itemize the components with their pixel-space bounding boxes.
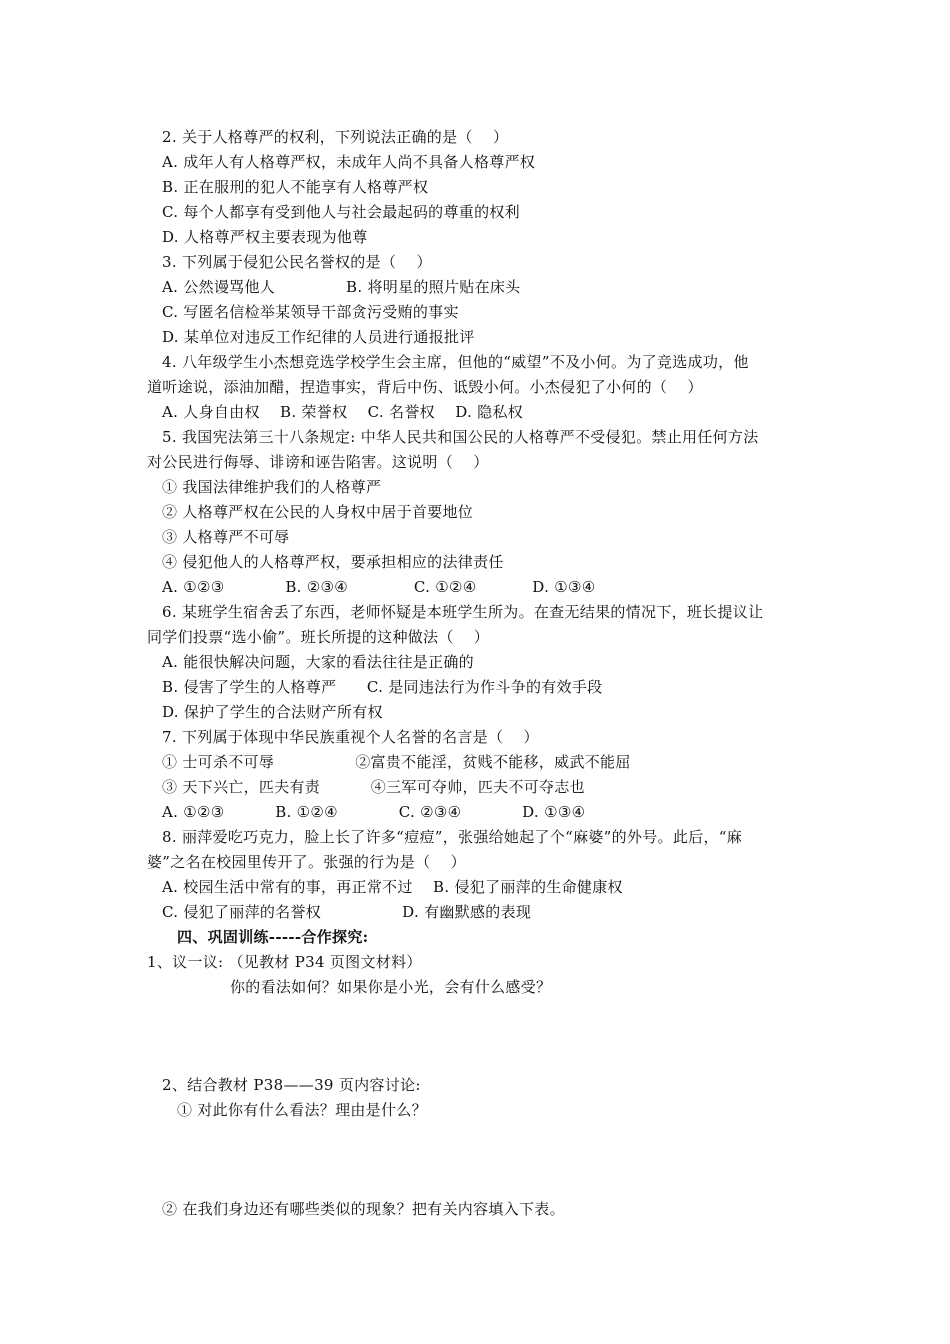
section-4-heading: 四、巩固训练-----合作探究: (177, 928, 369, 946)
question-5-statement-1: ① 我国法律维护我们的人格尊严 (162, 478, 382, 496)
question-7-statements-34: ③ 天下兴亡，匹夫有责 ④三军可夺帅，匹夫不可夺志也 (162, 778, 585, 796)
question-5-statement-4: ④ 侵犯他人的人格尊严权，要承担相应的法律责任 (162, 553, 504, 571)
question-2-option-a: A. 成年人有人格尊严权，未成年人尚不具备人格尊严权 (162, 153, 536, 171)
question-4-stem-line2: 道听途说，添油加醋，捏造事实，背后中伤、诋毁小何。小杰侵犯了小何的（ ） (147, 378, 703, 396)
activity-2-prompt-1: ① 对此你有什么看法？理由是什么？ (177, 1101, 427, 1119)
activity-2-title: 2、结合教材 P38——39 页内容讨论: (162, 1076, 421, 1094)
question-5-statement-2: ② 人格尊严权在公民的人身权中居于首要地位 (162, 503, 474, 521)
question-8-stem-line2: 婆”之名在校园里传开了。张强的行为是（ ） (147, 853, 466, 871)
question-7-options: A. ①②③ B. ①②④ C. ②③④ D. ①③④ (162, 803, 586, 821)
question-6-option-a: A. 能很快解决问题，大家的看法往往是正确的 (162, 653, 474, 671)
question-7-stem: 7. 下列属于体现中华民族重视个人名誉的名言是（ ） (162, 728, 539, 746)
question-4-stem-line1: 4. 八年级学生小杰想竞选学校学生会主席，但他的“威望”不及小何。为了竞选成功，他 (162, 353, 749, 371)
activity-1-title: 1、议一议: （见教材 P34 页图文材料） (147, 953, 422, 971)
question-6-options-bc: B. 侵害了学生的人格尊严 C. 是同违法行为作斗争的有效手段 (162, 678, 603, 696)
question-3-option-d: D. 某单位对违反工作纪律的人员进行通报批评 (162, 328, 475, 346)
question-2-option-b: B. 正在服刑的犯人不能享有人格尊严权 (162, 178, 429, 196)
question-7-statements-12: ① 士可杀不可辱 ②富贵不能淫，贫贱不能移，威武不能屈 (162, 753, 631, 771)
question-6-option-d: D. 保护了学生的合法财产所有权 (162, 703, 383, 721)
activity-1-prompt: 你的看法如何？如果你是小光，会有什么感受？ (230, 978, 552, 996)
question-6-stem-line2: 同学们投票“选小偷”。班长所提的这种做法（ ） (147, 628, 490, 646)
activity-2-prompt-2: ② 在我们身边还有哪些类似的现象？把有关内容填入下表。 (162, 1200, 565, 1218)
question-8-stem-line1: 8. 丽萍爱吃巧克力，脸上长了许多“痘痘”，张强给她起了个“麻婆”的外号。此后，“麻 (162, 828, 743, 846)
question-3-option-c: C. 写匿名信检举某领导干部贪污受贿的事实 (162, 303, 459, 321)
question-5-options: A. ①②③ B. ②③④ C. ①②④ D. ①③④ (162, 578, 596, 596)
question-4-options: A. 人身自由权 B. 荣誉权 C. 名誉权 D. 隐私权 (162, 403, 524, 421)
question-3-options-ab: A. 公然谩骂他人 B. 将明星的照片贴在床头 (162, 278, 521, 296)
question-3-stem: 3. 下列属于侵犯公民名誉权的是（ ） (162, 253, 432, 271)
question-5-stem-line2: 对公民进行侮辱、诽谤和诬告陷害。这说明（ ） (147, 453, 489, 471)
question-2-option-d: D. 人格尊严权主要表现为他尊 (162, 228, 368, 246)
question-2-stem: 2. 关于人格尊严的权利，下列说法正确的是（ ） (162, 128, 509, 146)
question-8-options-ab: A. 校园生活中常有的事，再正常不过 B. 侵犯了丽萍的生命健康权 (162, 878, 623, 896)
question-6-stem-line1: 6. 某班学生宿舍丢了东西，老师怀疑是本班学生所为。在查无结果的情况下，班长提议让 (162, 603, 764, 621)
question-5-statement-3: ③ 人格尊严不可辱 (162, 528, 290, 546)
question-8-options-cd: C. 侵犯了丽萍的名誉权 D. 有幽默感的表现 (162, 903, 532, 921)
question-5-stem-line1: 5. 我国宪法第三十八条规定: 中华人民共和国公民的人格尊严不受侵犯。禁止用任何方法 (162, 428, 759, 446)
question-2-option-c: C. 每个人都享有受到他人与社会最起码的尊重的权利 (162, 203, 520, 221)
